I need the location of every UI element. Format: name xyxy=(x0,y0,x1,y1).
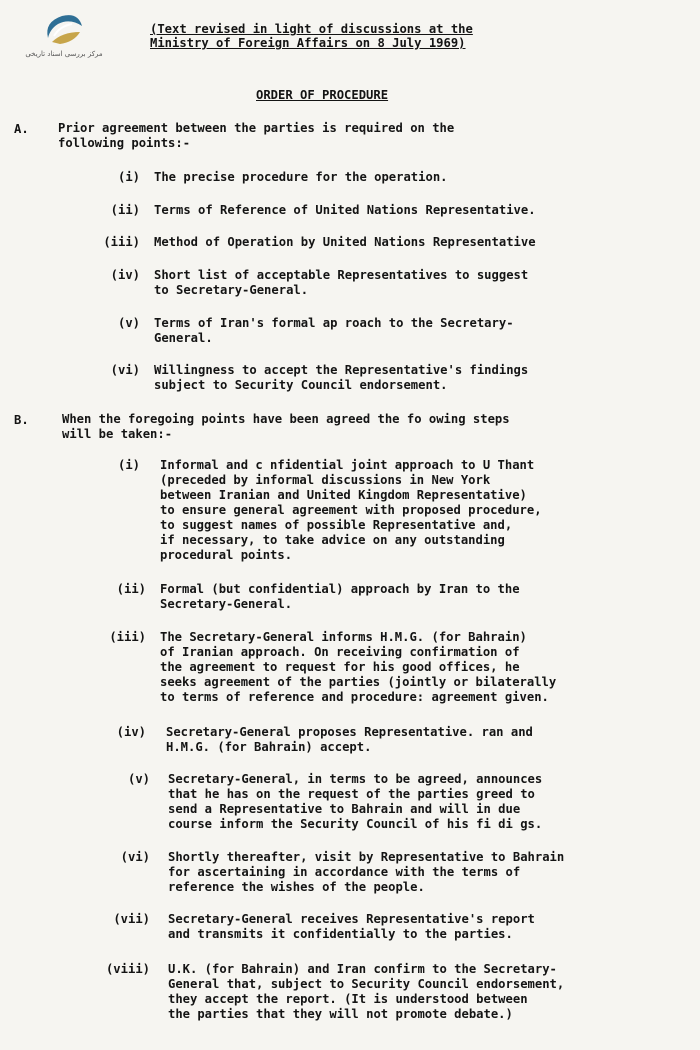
section-a-intro-line: following points:- xyxy=(58,136,191,150)
section-a-intro-line: Prior agreement between the parties is required on the xyxy=(58,121,455,135)
section-b-item-text: between Iranian and United Kingdom Representative) xyxy=(160,488,527,502)
section-b-item-number: (vii) xyxy=(113,912,150,926)
section-b-item-text: they accept the report. (It is understood between xyxy=(168,992,528,1006)
section-b-item-number: (viii) xyxy=(105,962,150,976)
section-b-item-text: Shortly thereafter, visit by Representative to Bahrain xyxy=(168,850,565,864)
section-b-item-text: and transmits it confidentially to the parties. xyxy=(168,927,513,941)
section-b-item-text: send a Representative to Bahrain and will in due xyxy=(168,802,521,816)
section-a-item-text: Terms of Reference of United Nations Representative. xyxy=(154,203,536,217)
section-b-item-text: H.M.G. (for Bahrain) accept. xyxy=(166,740,372,754)
revision-note xyxy=(150,22,582,50)
archive-stamp-text: مرکز بررسی اسناد تاریخی xyxy=(25,50,103,58)
document-title: ORDER OF PROCEDURE xyxy=(256,88,389,102)
section-b-item-text: (preceded by informal discussions in New York xyxy=(160,473,491,487)
section-b-item-text: Formal (but confidential) approach by Iran to the xyxy=(160,582,520,596)
section-b-item-text: The Secretary-General informs H.M.G. (for Bahrain) xyxy=(160,630,527,644)
section-b-item-text: the parties that they will not promote debate.) xyxy=(168,1007,513,1021)
section-b-item-text: to terms of reference and procedure: agreement given. xyxy=(160,690,549,704)
section-b-intro-line: When the foregoing points have been agreed the fo owing steps xyxy=(62,412,510,426)
section-b-item-text: course inform the Security Council of his fi di gs. xyxy=(168,817,543,831)
section-b-item-number: (iv) xyxy=(116,725,146,739)
section-b-item-text: U.K. (for Bahrain) and Iran confirm to the Secretary- xyxy=(168,962,557,976)
section-b-item-text: that he has on the request of the parties greed to xyxy=(168,787,535,801)
section-b-item-text: to suggest names of possible Representative and, xyxy=(160,518,513,532)
section-a-letter: A. xyxy=(14,122,29,136)
section-a-item-number: (v) xyxy=(117,316,140,330)
section-b-item-text: the agreement to request for his good offices, he xyxy=(160,660,520,674)
archive-logo-icon xyxy=(40,12,86,46)
section-a-item-text: Willingness to accept the Representative's findings xyxy=(154,363,529,377)
section-b-item-text: if necessary, to take advice on any outstanding xyxy=(160,533,505,547)
section-b-item-text: seeks agreement of the parties (jointly or bilaterally xyxy=(160,675,557,689)
section-b-letter: B. xyxy=(14,413,29,427)
revision-note-line-1: (Text revised in light of discussions at the xyxy=(150,22,473,36)
section-b-item-text: Secretary-General. xyxy=(160,597,293,611)
section-b-item-number: (ii) xyxy=(116,582,146,596)
section-a-item-number: (iv) xyxy=(110,268,140,282)
section-b-item-number: (vi) xyxy=(120,850,150,864)
section-b-intro-line: will be taken:- xyxy=(62,427,173,441)
section-b-item-text: reference the wishes of the people. xyxy=(168,880,425,894)
section-b-item-number: (v) xyxy=(127,772,150,786)
section-a-item-text: subject to Security Council endorsement. xyxy=(154,378,448,392)
section-a-item-text: General. xyxy=(154,331,213,345)
section-b-item-text: of Iranian approach. On receiving confirmation of xyxy=(160,645,520,659)
section-b-item-text: Secretary-General, in terms to be agreed, announces xyxy=(168,772,543,786)
section-b-item-text: Secretary-General receives Representative's report xyxy=(168,912,535,926)
section-a-item-text: The precise procedure for the operation. xyxy=(154,170,448,184)
section-b-item-text: procedural points. xyxy=(160,548,293,562)
section-a-item-text: Method of Operation by United Nations Representative xyxy=(154,235,536,249)
section-b-item-number: (i) xyxy=(117,458,140,472)
revision-note-line-2: Ministry of Foreign Affairs on 8 July 1969) xyxy=(150,36,466,50)
section-b-item-text: Secretary-General proposes Representative. ran and xyxy=(166,725,533,739)
section-a-item-number: (iii) xyxy=(103,235,140,249)
section-b-item-text: General that, subject to Security Council endorsement, xyxy=(168,977,565,991)
section-a-item-text: Short list of acceptable Representatives to suggest xyxy=(154,268,529,282)
section-a-item-number: (ii) xyxy=(110,203,140,217)
section-b-item-text: to ensure general agreement with proposed procedure, xyxy=(160,503,542,517)
section-b-item-text: for ascertaining in accordance with the terms of xyxy=(168,865,521,879)
section-a-item-text: to Secretary-General. xyxy=(154,283,309,297)
section-b-item-number: (iii) xyxy=(109,630,146,644)
section-b-item-text: Informal and c nfidential joint approach to U Thant xyxy=(160,458,535,472)
section-a-item-number: (i) xyxy=(117,170,140,184)
section-a-item-number: (vi) xyxy=(110,363,140,377)
section-a-item-text: Terms of Iran's formal ap roach to the Secretary- xyxy=(154,316,514,330)
archive-stamp xyxy=(14,12,114,62)
